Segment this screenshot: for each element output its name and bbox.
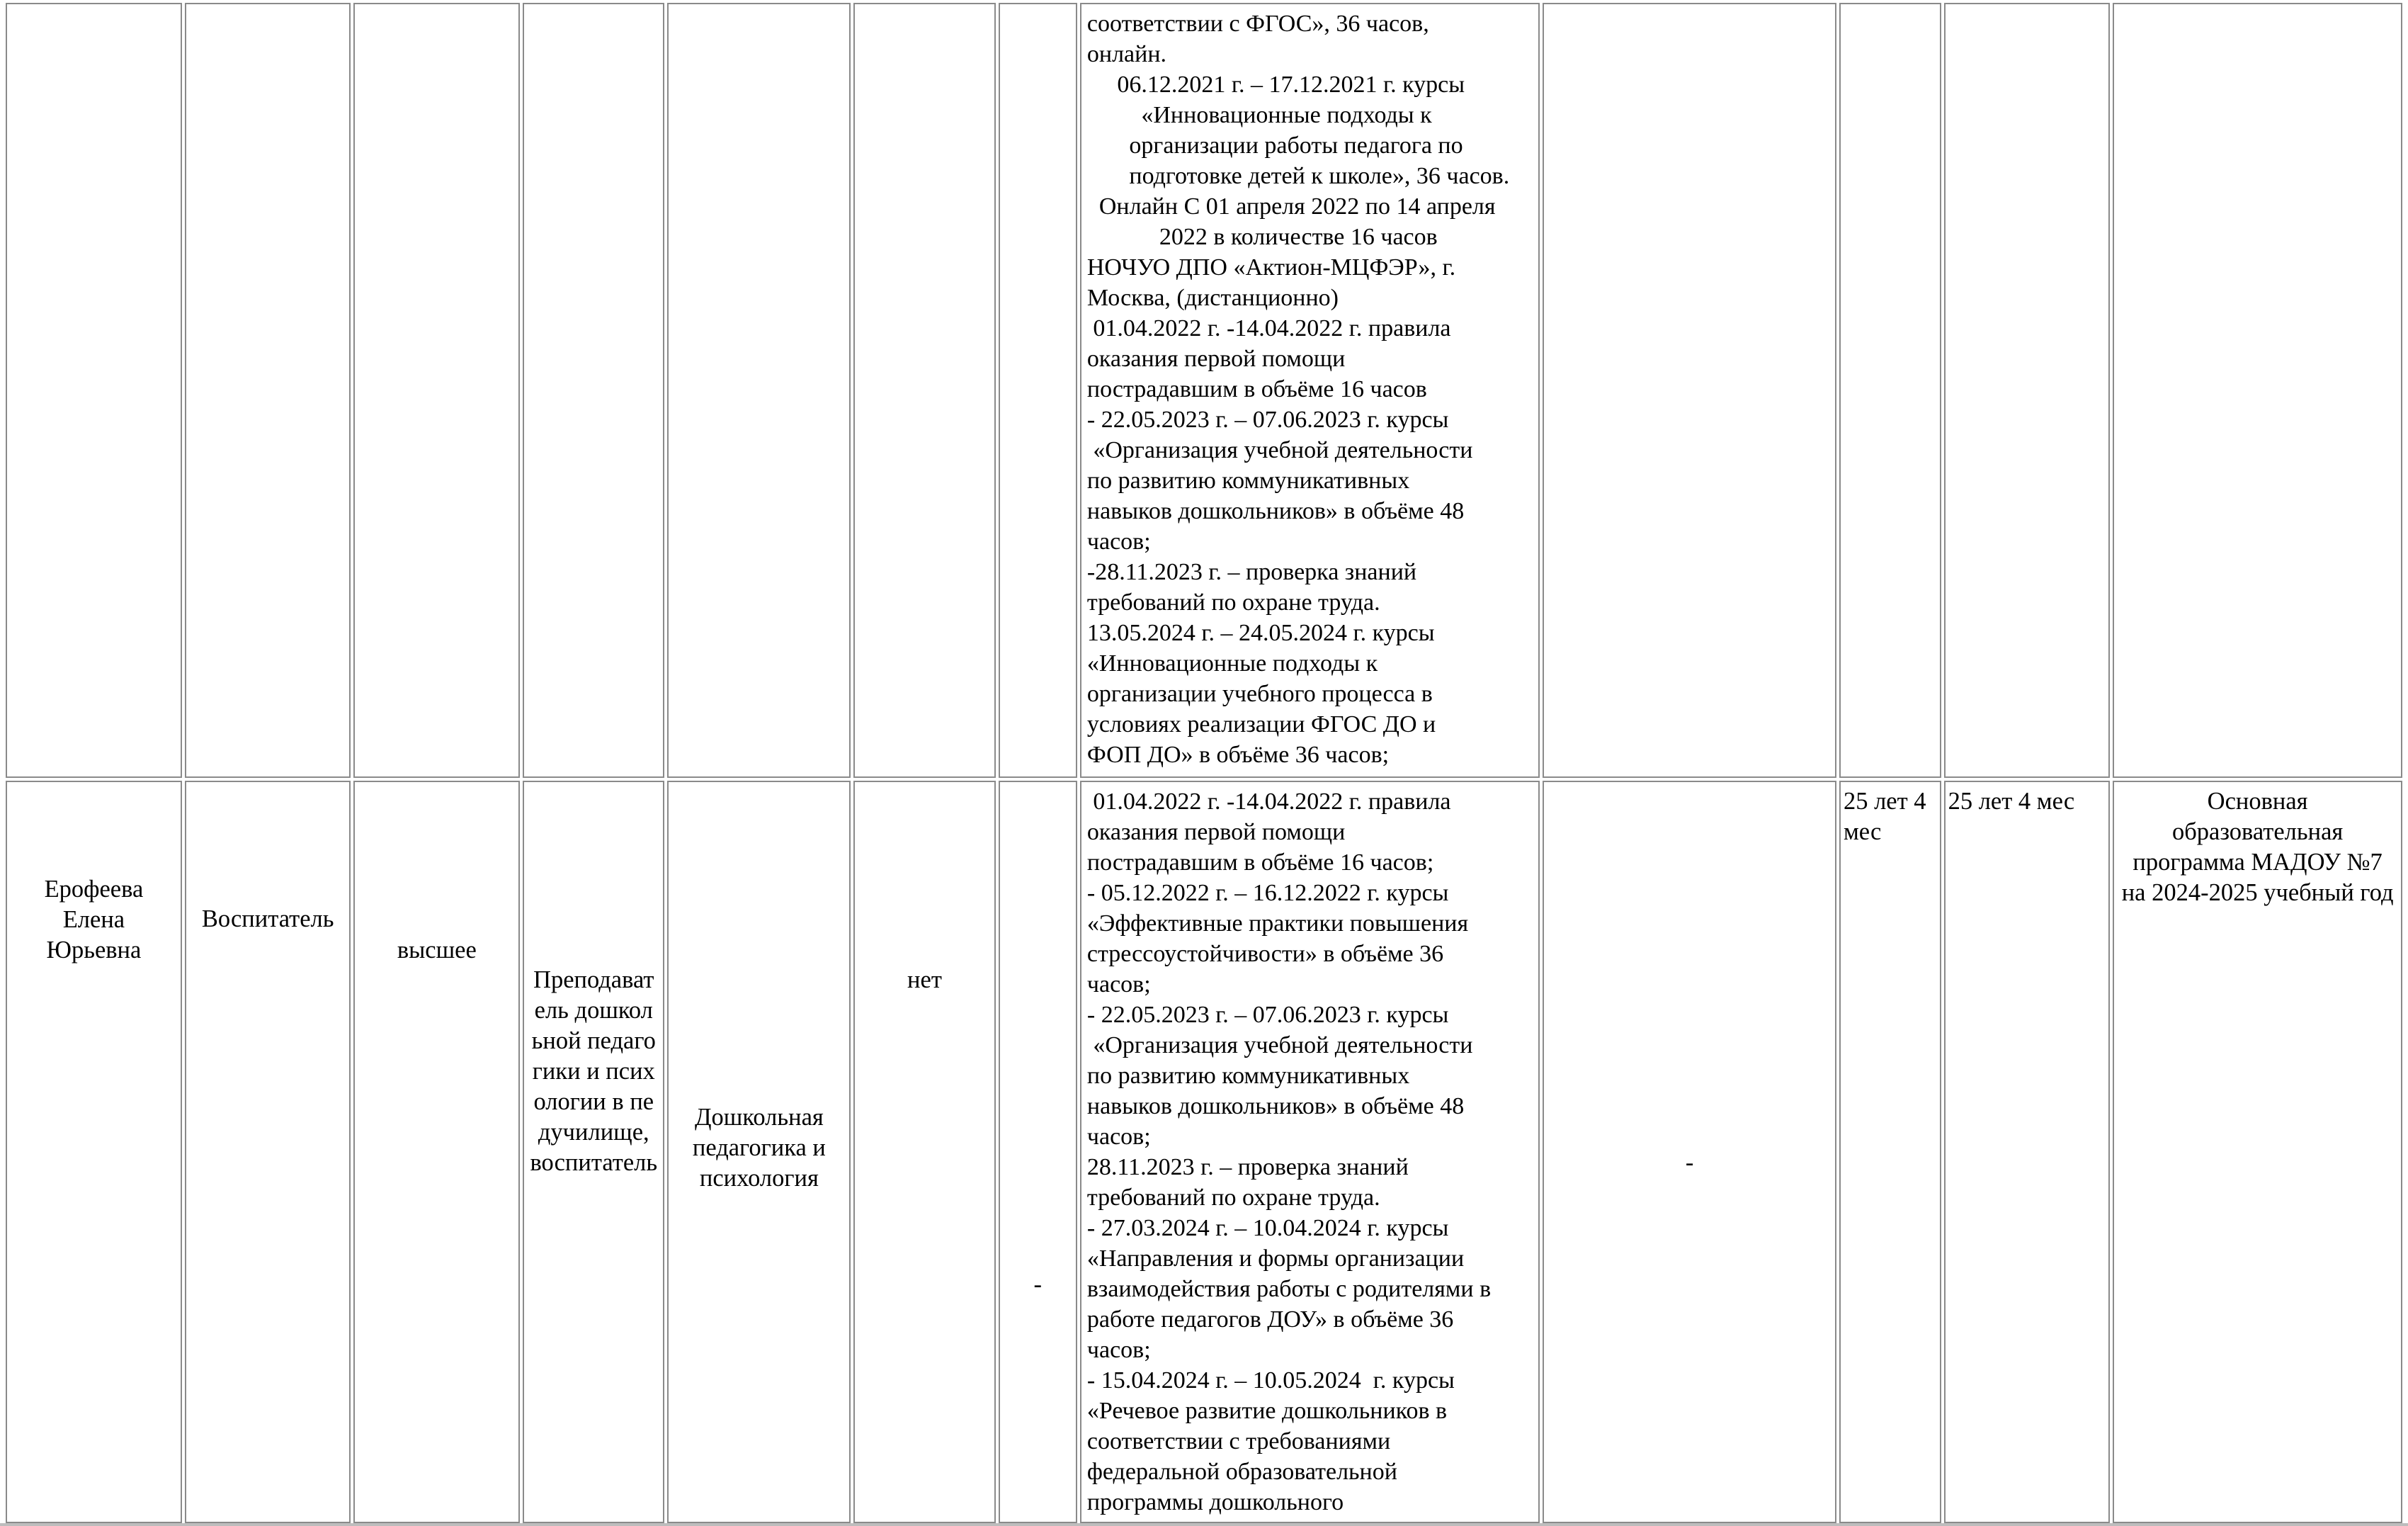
cell-specialty [667, 3, 851, 778]
cell-retraining: - [1543, 781, 1836, 1523]
cell-program [2113, 3, 2402, 778]
cell-specialty: Дошкольная педагогика и психология [667, 781, 851, 1523]
cell-total-experience: 25 лет 4 мес [1839, 781, 1941, 1523]
cell-education-level: высшее [353, 781, 520, 1523]
cell-program: Основная образовательная программа МАДОУ №7 на 2024-2025 учебный год [2113, 781, 2402, 1523]
cell-academic-degree [853, 3, 995, 778]
cell-qualification [523, 3, 664, 778]
cell-courses: соответствии с ФГОС», 36 часов, онлайн. 06.12.2021 г. – 17.12.2021 г. курсы «Инновационные подходы к организации работы педагога по подготовке детей к школе», 36 часов. Онлайн С 01 апреля 2022 по 14 апреля 2022 в количестве 16 часов НОЧУО ДПО «Актион-МЦФЭР», г. Москва, (дистанционно) 01.04.2022 г. -14.04.2022 г. правила оказания первой помощи пострадавшим в объёме 16 часов - 22.05.2023 г. – 07.06.2023 г. курсы «Организация учебной деятельности по развитию коммуникативных навыков дошкольников» в объёме 48 часов; -28.11.2023 г. – проверка знаний требований по охране труда. 13.05.2024 г. – 24.05.2024 г. курсы «Инновационные подходы к организации учебного процесса в условиях реализации ФГОС ДО и ФОП ДО» в объёме 36 часов; [1080, 3, 1540, 778]
page-bottom-edge [0, 1523, 2408, 1526]
cell-full-name [6, 3, 182, 778]
staff-qualification-table [3, 0, 2405, 1526]
cell-academic-degree: нет [853, 781, 995, 1523]
cell-position [185, 3, 351, 778]
cell-full-name: Ерофеева Елена Юрьевна [6, 781, 182, 1523]
cell-position: Воспитатель [185, 781, 351, 1523]
table-row [6, 781, 2402, 1523]
cell-education-level [353, 3, 520, 778]
cell-total-experience [1839, 3, 1941, 778]
cell-pedagogical-experience: 25 лет 4 мес [1944, 781, 2111, 1523]
cell-qualification: Преподаватель дошкольной педагогики и психологии в педучилище, воспитатель [523, 781, 664, 1523]
cell-academic-title [999, 3, 1077, 778]
table-row [6, 3, 2402, 778]
cell-retraining [1543, 3, 1836, 778]
cell-courses: 01.04.2022 г. -14.04.2022 г. правила оказания первой помощи пострадавшим в объёме 16 часов; - 05.12.2022 г. – 16.12.2022 г. курсы «Эффективные практики повышения стрессоустойчивости» в объёме 36 часов; - 22.05.2023 г. – 07.06.2023 г. курсы «Организация учебной деятельности по развитию коммуникативных навыков дошкольников» в объёме 48 часов; 28.11.2023 г. – проверка знаний требований по охране труда. - 27.03.2024 г. – 10.04.2024 г. курсы «Направления и формы организации взаимодействия работы с родителями в работе педагогов ДОУ» в объёме 36 часов; - 15.04.2024 г. – 10.05.2024 г. курсы «Речевое развитие дошкольников в соответствии с требованиями федеральной образовательной программы дошкольного [1080, 781, 1540, 1523]
cell-pedagogical-experience [1944, 3, 2111, 778]
cell-academic-title: - [999, 781, 1077, 1523]
